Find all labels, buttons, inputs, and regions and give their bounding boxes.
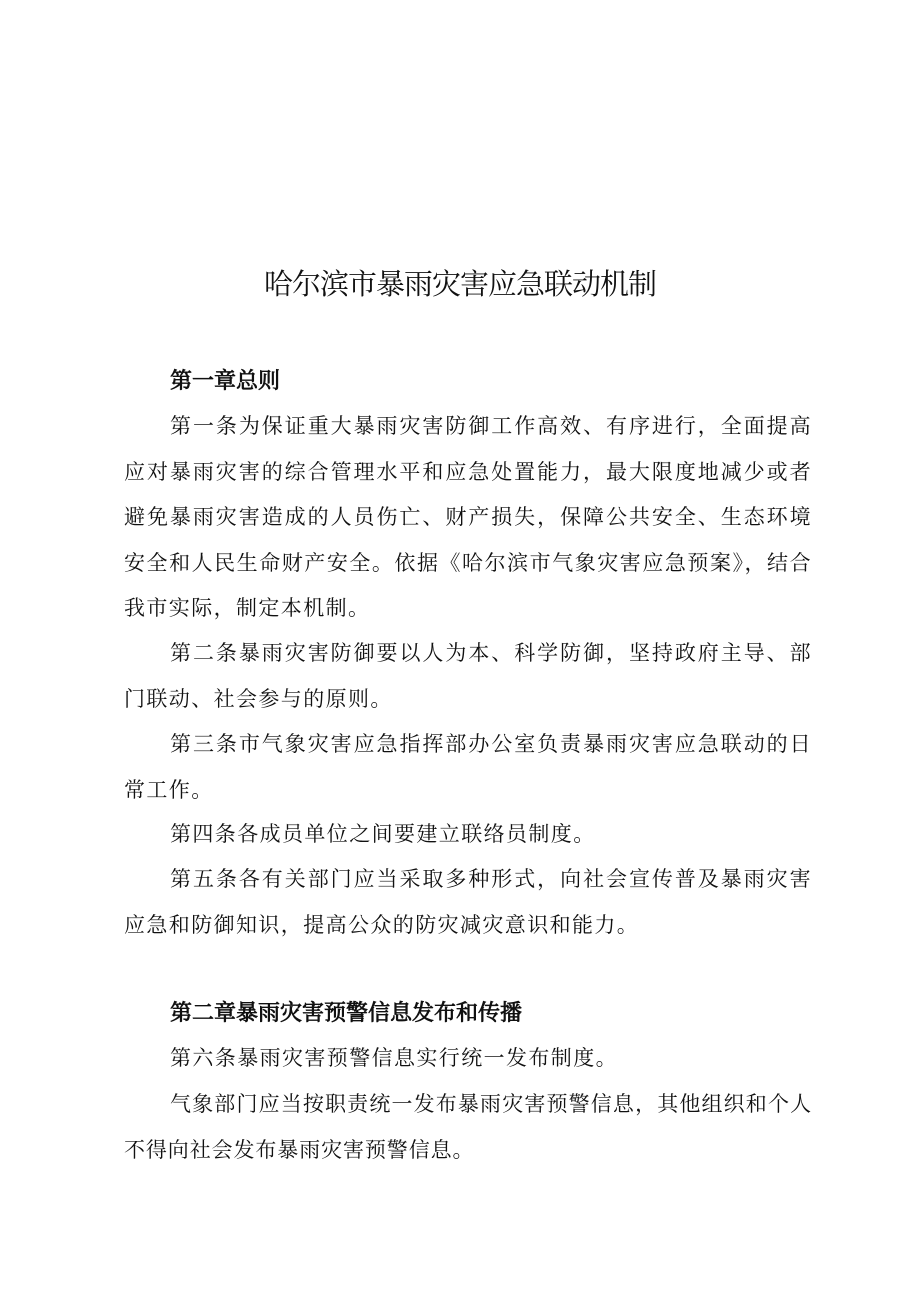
article-6-paragraph: 第六条暴雨灾害预警信息实行统一发布制度。 <box>170 1046 618 1070</box>
chapter-2-heading: 第二章暴雨灾害预警信息发布和传播 <box>170 1001 523 1026</box>
chapter-1-heading: 第一章总则 <box>170 369 281 394</box>
article-5-paragraph: 第五条各有关部门应当采取多种形式，向社会宣传普及暴雨灾害应急和防御知识，提高公众的防灾减灾意识和能力。 <box>124 867 812 937</box>
document-title: 哈尔滨市暴雨灾害应急联动机制 <box>263 267 656 301</box>
article-1-paragraph: 第一条为保证重大暴雨灾害防御工作高效、有序进行，全面提高应对暴雨灾害的综合管理水平和应急处置能力，最大限度地减少或者避免暴雨灾害造成的人员伤亡、财产损失，保障公共安全、生态环境安全和人民生命财产安全。依据《哈尔滨市气象灾害应急预案》，结合我市实际，制定本机制。 <box>124 414 812 620</box>
article-6-detail-paragraph: 气象部门应当按职责统一发布暴雨灾害预警信息，其他组织和个人不得向社会发布暴雨灾害预警信息。 <box>124 1092 812 1162</box>
article-2-paragraph: 第二条暴雨灾害防御要以人为本、科学防御，坚持政府主导、部门联动、社会参与的原则。 <box>124 641 812 711</box>
article-3-paragraph: 第三条市气象灾害应急指挥部办公室负责暴雨灾害应急联动的日常工作。 <box>124 732 812 802</box>
article-4-paragraph: 第四条各成员单位之间要建立联络员制度。 <box>170 822 596 846</box>
